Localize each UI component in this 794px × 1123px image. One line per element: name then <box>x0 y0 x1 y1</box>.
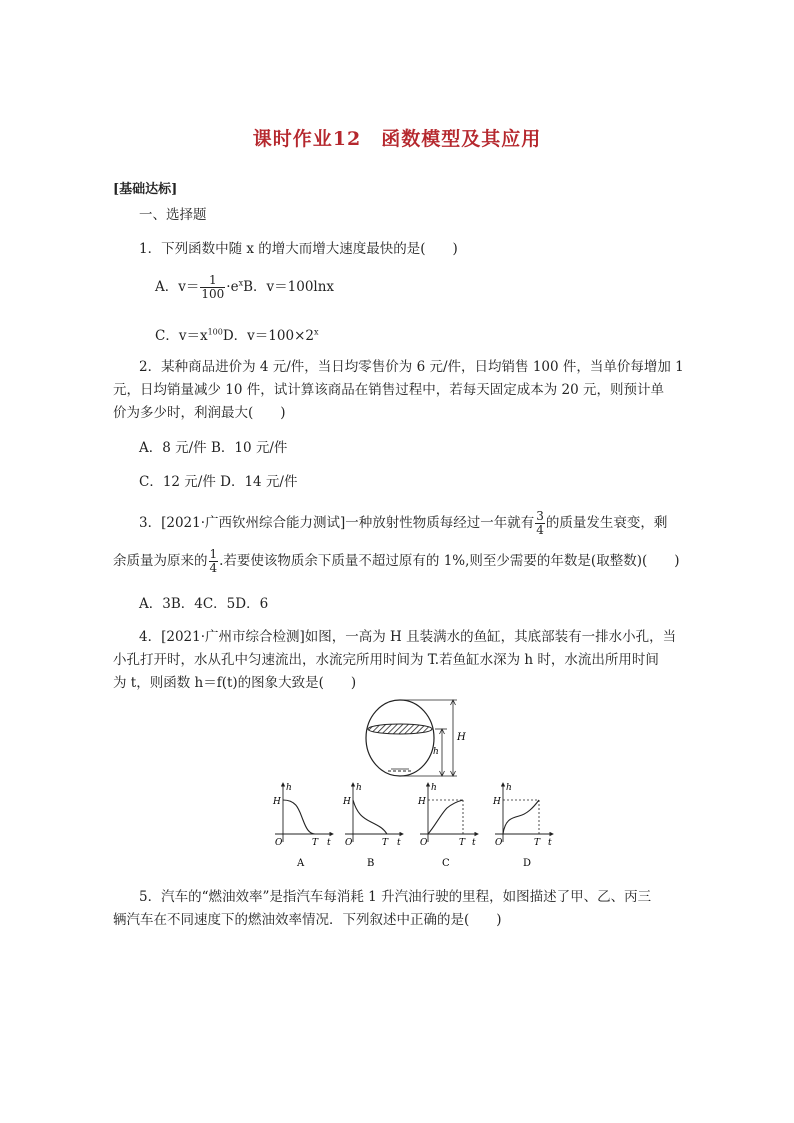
q3-line-2 <box>113 548 680 575</box>
q2-line-3: 价为多少时，利润最大( ) <box>113 405 286 421</box>
graph-a-curve <box>283 800 315 834</box>
graph-d-curve <box>503 800 539 834</box>
graph-d <box>492 783 553 869</box>
graph-c-T: T <box>459 838 466 848</box>
label-H: H <box>457 732 466 743</box>
q4-line-1: 4．[2021·广州市综合检测]如图，一高为 H 且装满水的鱼缸，其底部装有一排水小孔，当 <box>139 629 677 645</box>
q1-options-cd <box>155 324 319 344</box>
graph-d-o: O <box>495 838 503 848</box>
q4-line-2: 小孔打开时，水从孔中匀速流出，水流完所用时间为 T.若鱼缸水深为 h 时，水流出所用时间 <box>113 652 659 668</box>
graph-b-T: T <box>382 838 389 848</box>
q1-stem: 1．下列函数中随 x 的增大而增大速度最快的是( ) <box>139 241 458 257</box>
graph-c-o: O <box>420 838 428 848</box>
q3-options: A．3B．4C．5D．6 <box>139 596 269 612</box>
graph-b-label: B <box>367 858 375 869</box>
q3-fraction-3-4 <box>535 510 545 537</box>
q1-opt-d-prefix: D．v＝100×2 <box>222 328 314 344</box>
graph-d-T: T <box>534 838 541 848</box>
q5-line-2: 辆汽车在不同速度下的燃油效率情况．下列叙述中正确的是( ) <box>113 912 502 928</box>
q3-line-2-tail: .若要使该物质余下质量不超过原有的 1%,则至少需要的年数是(取整数)( ) <box>219 553 680 569</box>
graph-d-x: t <box>548 838 552 848</box>
q1-opt-a-den: 100 <box>201 287 225 301</box>
graph-a-x: t <box>327 838 331 848</box>
q3-line-2-text: 余质量为原来的 <box>113 553 208 569</box>
label-h: h <box>433 747 439 757</box>
q1-opt-b: B．v＝100lnx <box>243 279 335 295</box>
q2-options-ab: A．8 元/件 B．10 元/件 <box>139 440 288 456</box>
q3-frac1-num: 3 <box>536 509 544 523</box>
q1-opt-a-suffix: ·e <box>226 279 239 295</box>
q3-frac2-num: 1 <box>209 547 218 561</box>
part-heading: 一、选择题 <box>139 207 207 223</box>
graph-d-H: H <box>493 797 501 807</box>
graph-a-label: A <box>297 858 305 869</box>
q3-fraction-1-4 <box>209 548 219 575</box>
q1-opt-c-exp: 100 <box>207 327 223 337</box>
q3-frac1-den: 4 <box>536 523 544 537</box>
graph-b-x: t <box>397 838 401 848</box>
graph-d-label: D <box>523 858 532 869</box>
graph-c-H: H <box>418 797 426 807</box>
q4-line-3: 为 t，则函数 h＝f(t)的图象大致是( ) <box>113 675 357 691</box>
q1-options-ab <box>155 274 334 301</box>
graph-d-y: h <box>506 783 512 793</box>
page-title: 课时作业12 函数模型及其应用 <box>252 128 542 150</box>
q1-opt-d-exp: x <box>313 327 319 337</box>
q1-opt-a-num: 1 <box>200 274 225 288</box>
graph-b-curve <box>353 800 387 834</box>
tank-outline <box>366 700 434 776</box>
answer-graphs <box>255 778 565 870</box>
graph-b-o: O <box>345 838 353 848</box>
graph-c-curve <box>428 800 463 834</box>
graph-b <box>342 783 403 869</box>
graph-c-label: C <box>442 858 450 869</box>
graph-b-H: H <box>343 797 351 807</box>
q1-opt-a-prefix: A．v＝ <box>155 279 200 295</box>
water-surface <box>368 724 432 734</box>
graph-a <box>272 783 333 869</box>
q1-opt-a-exp: x <box>238 278 244 288</box>
section-heading: [基础达标] <box>113 182 178 197</box>
q5-line-1: 5．汽车的“燃油效率”是指汽车每消耗 1 升汽油行驶的里程，如图描述了甲、乙、丙三 <box>139 889 652 905</box>
graph-c <box>417 783 478 869</box>
q3-line-1-tail: 的质量发生衰变，剩 <box>545 515 668 531</box>
graph-c-x: t <box>472 838 476 848</box>
graph-a-y: h <box>286 783 292 793</box>
q3-line-1 <box>139 510 667 537</box>
q2-line-1: 2．某种商品进价为 4 元/件，当日均零售价为 6 元/件，日均销售 100 件，当单价每增加 1 <box>139 359 684 375</box>
fish-tank-figure <box>355 698 475 782</box>
q1-opt-c-prefix: C．v＝x <box>155 328 208 344</box>
graph-a-o: O <box>275 838 283 848</box>
graph-b-y: h <box>356 783 362 793</box>
q2-options-cd: C．12 元/件 D．14 元/件 <box>139 474 298 490</box>
q3-frac2-den: 4 <box>209 561 218 575</box>
q1-opt-a-fraction <box>200 274 225 301</box>
graph-c-y: h <box>431 783 437 793</box>
q3-line-1-text: 3．[2021·广西钦州综合能力测试]一种放射性物质每经过一年就有 <box>139 515 535 531</box>
graph-a-H: H <box>273 797 281 807</box>
q2-line-2: 元，日均销量减少 10 件，试计算该商品在销售过程中，若每天固定成本为 20 元，则预计单 <box>113 382 665 398</box>
graph-a-T: T <box>312 838 319 848</box>
